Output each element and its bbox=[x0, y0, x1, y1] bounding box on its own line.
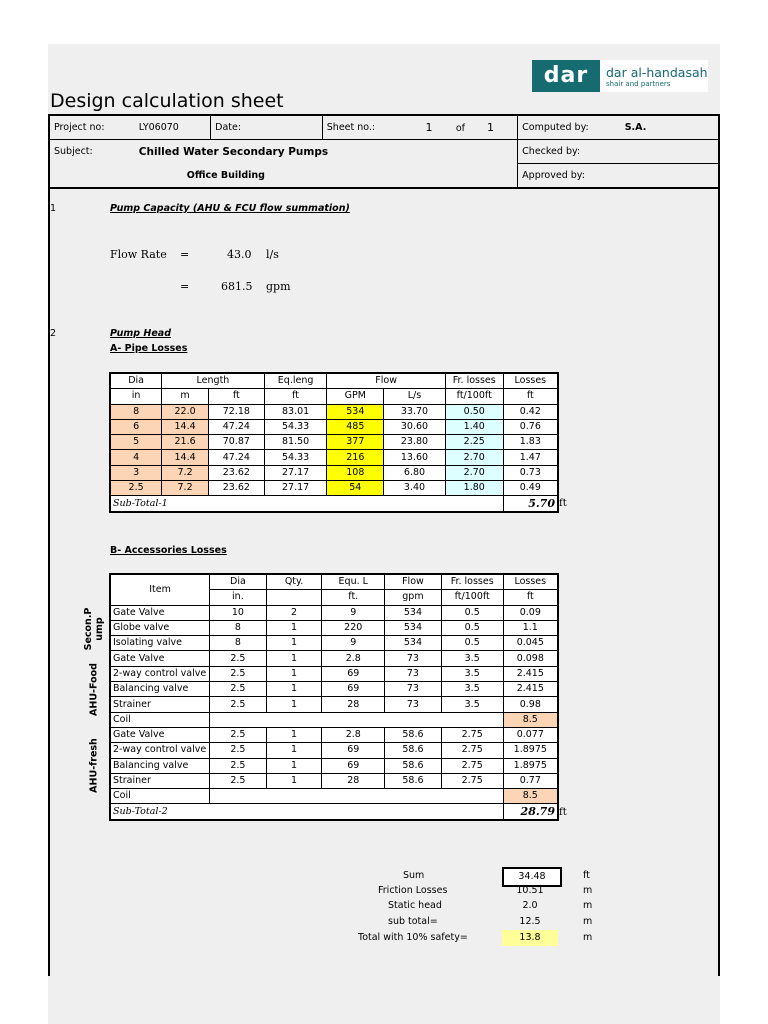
cell: 1 bbox=[266, 636, 322, 651]
cell: Isolating valve bbox=[110, 636, 210, 651]
summary-unit: m bbox=[583, 916, 593, 927]
cell: 14.4 bbox=[162, 450, 209, 465]
logo-company-name: dar al-handasah bbox=[606, 65, 708, 80]
table-row bbox=[110, 758, 558, 773]
cell: 1 bbox=[266, 666, 322, 681]
acc-head-qty: Qty. bbox=[266, 574, 322, 590]
pipe-head-dia: Dia bbox=[110, 373, 162, 389]
table-row bbox=[110, 789, 558, 804]
sheet-no-label: Sheet no.: bbox=[322, 115, 406, 140]
summary-value: 2.0 bbox=[522, 900, 538, 911]
project-value: LY06070 bbox=[135, 115, 211, 140]
subtotal-2-value: 28.79 bbox=[503, 804, 558, 820]
cell: 70.87 bbox=[208, 435, 264, 450]
cell: 2.5 bbox=[210, 773, 267, 788]
cell: 2.5 bbox=[210, 743, 267, 758]
cell: 2.75 bbox=[441, 727, 503, 742]
summary-unit: m bbox=[583, 932, 593, 943]
cell: 1.1 bbox=[503, 620, 558, 635]
acc-head-flow: Flow bbox=[385, 574, 442, 590]
company-logo bbox=[532, 60, 708, 92]
table-row bbox=[110, 773, 558, 788]
cell: 1.80 bbox=[445, 481, 503, 496]
table-row bbox=[110, 620, 558, 635]
summary-label: Sum bbox=[403, 870, 425, 881]
subtotal-row bbox=[110, 496, 558, 512]
cell: 27.17 bbox=[264, 481, 327, 496]
cell: Gate Valve bbox=[110, 727, 210, 742]
flow-eq: = bbox=[180, 248, 190, 261]
cell: Balancing valve bbox=[110, 682, 210, 697]
subtotal-1-unit: ft bbox=[559, 498, 567, 509]
computed-by bbox=[518, 115, 719, 140]
pipe-head-flow: Flow bbox=[327, 373, 445, 389]
cell: 7.2 bbox=[162, 465, 209, 480]
section2-heading: Pump Head bbox=[110, 328, 171, 339]
cell: 0.077 bbox=[503, 727, 558, 742]
subtotal-1-label: Sub-Total-1 bbox=[110, 496, 503, 512]
cell: 220 bbox=[322, 620, 385, 635]
pipe-unit: GPM bbox=[327, 389, 384, 404]
calculation-sheet bbox=[48, 44, 720, 1024]
sheet-left-border bbox=[48, 186, 50, 976]
cell: 1.8975 bbox=[503, 743, 558, 758]
summary-unit: m bbox=[583, 885, 593, 896]
acc-head-losses: Losses bbox=[503, 574, 558, 590]
cell: 5 bbox=[110, 435, 162, 450]
cell: 2.5 bbox=[110, 481, 162, 496]
summary-value: 13.8 bbox=[502, 930, 558, 946]
table-row bbox=[110, 712, 558, 727]
table-row bbox=[110, 450, 558, 465]
computed-label: Computed by: bbox=[522, 122, 589, 133]
table-row bbox=[110, 419, 558, 434]
cell: 47.24 bbox=[208, 419, 264, 434]
acc-head-dia: Dia bbox=[210, 574, 267, 590]
cell: 3 bbox=[110, 465, 162, 480]
cell: 0.5 bbox=[441, 605, 503, 620]
sheet-no-value: 1 bbox=[406, 115, 452, 140]
cell: 73 bbox=[385, 651, 442, 666]
cell: 1 bbox=[266, 727, 322, 742]
summary-label: Static head bbox=[388, 900, 442, 911]
project-label: Project no: bbox=[49, 115, 135, 140]
cell: 1.8975 bbox=[503, 758, 558, 773]
cell: 8 bbox=[110, 404, 162, 419]
cell: 0.76 bbox=[503, 419, 558, 434]
pipe-losses-heading: A- Pipe Losses bbox=[110, 343, 188, 354]
cell: 58.6 bbox=[385, 743, 442, 758]
date-label: Date: bbox=[211, 115, 323, 140]
cell: 485 bbox=[327, 419, 384, 434]
section1-number: 1 bbox=[50, 203, 57, 214]
cell: 27.17 bbox=[264, 465, 327, 480]
flow-eq-2: = bbox=[180, 280, 190, 293]
cell: 2.5 bbox=[210, 758, 267, 773]
cell: 1 bbox=[266, 773, 322, 788]
cell: 2.5 bbox=[210, 682, 267, 697]
subject-line2: Office Building bbox=[135, 164, 518, 189]
table-row bbox=[110, 727, 558, 742]
header-table bbox=[48, 114, 720, 189]
cell: 10 bbox=[210, 605, 267, 620]
cell: 377 bbox=[327, 435, 384, 450]
table-row bbox=[110, 435, 558, 450]
summary-value: 34.48 bbox=[502, 867, 562, 887]
cell: 2.75 bbox=[441, 758, 503, 773]
pipe-unit: in bbox=[110, 389, 162, 404]
cell: 2.5 bbox=[210, 651, 267, 666]
cell: 23.62 bbox=[208, 465, 264, 480]
section1-heading: Pump Capacity (AHU & FCU flow summation) bbox=[110, 203, 350, 214]
cell: 0.50 bbox=[445, 404, 503, 419]
checked-by-label: Checked by: bbox=[518, 140, 719, 164]
cell: 6.80 bbox=[384, 465, 446, 480]
summary-unit: ft bbox=[583, 870, 590, 881]
cell: 13.60 bbox=[384, 450, 446, 465]
pipe-head-fr: Fr. losses bbox=[445, 373, 503, 389]
cell: 22.0 bbox=[162, 404, 209, 419]
cell: 83.01 bbox=[264, 404, 327, 419]
subtotal-row bbox=[110, 804, 558, 820]
of-label: of bbox=[455, 123, 466, 134]
acc-head-equl: Equ. L bbox=[322, 574, 385, 590]
acc-head-item: Item bbox=[110, 574, 210, 605]
summary-label: sub total= bbox=[388, 916, 438, 927]
cell: 2.70 bbox=[445, 450, 503, 465]
cell: 9 bbox=[322, 605, 385, 620]
cell: 216 bbox=[327, 450, 384, 465]
acc-unit: ft. bbox=[322, 590, 385, 605]
summary-value: 12.5 bbox=[519, 916, 541, 927]
cell: Gate Valve bbox=[110, 651, 210, 666]
cell: 1 bbox=[266, 651, 322, 666]
acc-unit: ft bbox=[503, 590, 558, 605]
acc-unit: gpm bbox=[385, 590, 442, 605]
accessories-heading: B- Accessories Losses bbox=[110, 545, 227, 556]
subject-label: Subject: bbox=[49, 140, 135, 164]
logo-company-sub: shair and partners bbox=[606, 80, 671, 88]
flow-ls-unit: l/s bbox=[266, 248, 279, 261]
cell: 54.33 bbox=[264, 419, 327, 434]
accessories-table bbox=[109, 573, 559, 821]
cell: 30.60 bbox=[384, 419, 446, 434]
cell: 1.47 bbox=[503, 450, 558, 465]
subtotal-2-unit: ft bbox=[559, 807, 567, 818]
cell: 2 bbox=[266, 605, 322, 620]
cell: 1 bbox=[266, 682, 322, 697]
pipe-unit: ft bbox=[264, 389, 327, 404]
cell: 2.415 bbox=[503, 682, 558, 697]
cell: 73 bbox=[385, 697, 442, 712]
cell: 2.75 bbox=[441, 773, 503, 788]
cell: 1 bbox=[266, 758, 322, 773]
table-row bbox=[110, 682, 558, 697]
cell: 1 bbox=[266, 620, 322, 635]
cell: 2-way control valve bbox=[110, 666, 210, 681]
group-label-ahu-fresh: AHU-fresh bbox=[88, 738, 100, 793]
cell: 2.25 bbox=[445, 435, 503, 450]
sheet-of bbox=[452, 115, 518, 140]
cell: 47.24 bbox=[208, 450, 264, 465]
cell: 1.83 bbox=[503, 435, 558, 450]
table-row bbox=[110, 666, 558, 681]
cell: 534 bbox=[327, 404, 384, 419]
cell: Strainer bbox=[110, 697, 210, 712]
cell: 0.098 bbox=[503, 651, 558, 666]
section2-number: 2 bbox=[50, 328, 57, 339]
cell: 534 bbox=[385, 636, 442, 651]
cell: 8.5 bbox=[503, 789, 558, 804]
cell: 28 bbox=[322, 773, 385, 788]
cell: 0.09 bbox=[503, 605, 558, 620]
cell: 3.5 bbox=[441, 666, 503, 681]
table-row bbox=[110, 743, 558, 758]
acc-unit: ft/100ft bbox=[441, 590, 503, 605]
cell: 69 bbox=[322, 743, 385, 758]
acc-unit bbox=[266, 590, 322, 605]
table-row bbox=[110, 651, 558, 666]
computed-value: S.A. bbox=[624, 122, 647, 133]
approved-by-label: Approved by: bbox=[518, 164, 719, 189]
cell: 58.6 bbox=[385, 758, 442, 773]
logo-mark: dar bbox=[532, 60, 600, 92]
cell: 108 bbox=[327, 465, 384, 480]
pipe-unit: ft/100ft bbox=[445, 389, 503, 404]
cell: 69 bbox=[322, 682, 385, 697]
pipe-unit: m bbox=[162, 389, 209, 404]
cell: 1 bbox=[266, 743, 322, 758]
cell: Gate Valve bbox=[110, 605, 210, 620]
cell: 2.5 bbox=[210, 727, 267, 742]
cell: 3.5 bbox=[441, 651, 503, 666]
cell: 2.415 bbox=[503, 666, 558, 681]
cell: Coil bbox=[110, 712, 210, 727]
cell: 28 bbox=[322, 697, 385, 712]
cell: 54.33 bbox=[264, 450, 327, 465]
cell: 58.6 bbox=[385, 773, 442, 788]
cell: 2-way control valve bbox=[110, 743, 210, 758]
group-label-ahu-food: AHU-Food bbox=[88, 663, 100, 716]
cell: 2.5 bbox=[210, 697, 267, 712]
subject-value: Chilled Water Secondary Pumps bbox=[135, 140, 518, 164]
cell: 4 bbox=[110, 450, 162, 465]
pipe-losses-table bbox=[109, 372, 559, 513]
cell: 2.70 bbox=[445, 465, 503, 480]
cell: 9 bbox=[322, 636, 385, 651]
cell: 7.2 bbox=[162, 481, 209, 496]
cell: 534 bbox=[385, 620, 442, 635]
table-row bbox=[110, 404, 558, 419]
cell: 0.98 bbox=[503, 697, 558, 712]
cell: 0.5 bbox=[441, 620, 503, 635]
cell: 14.4 bbox=[162, 419, 209, 434]
cell: 0.5 bbox=[441, 636, 503, 651]
cell: 0.42 bbox=[503, 404, 558, 419]
cell: 33.70 bbox=[384, 404, 446, 419]
cell: 2.75 bbox=[441, 743, 503, 758]
acc-head-fr: Fr. losses bbox=[441, 574, 503, 590]
table-row bbox=[110, 697, 558, 712]
cell: 534 bbox=[385, 605, 442, 620]
cell: Balancing valve bbox=[110, 758, 210, 773]
subtotal-1-value: 5.70 bbox=[503, 496, 558, 512]
summary-value: 10.51 bbox=[516, 885, 544, 896]
cell: 54 bbox=[327, 481, 384, 496]
cell: 0.045 bbox=[503, 636, 558, 651]
pipe-unit: ft bbox=[208, 389, 264, 404]
cell: 3.5 bbox=[441, 682, 503, 697]
cell: 1.40 bbox=[445, 419, 503, 434]
summary-label: Friction Losses bbox=[378, 885, 448, 896]
cell: 6 bbox=[110, 419, 162, 434]
cell: 8 bbox=[210, 636, 267, 651]
summary-unit: m bbox=[583, 900, 593, 911]
cell: 3.5 bbox=[441, 697, 503, 712]
cell: 21.6 bbox=[162, 435, 209, 450]
cell: 72.18 bbox=[208, 404, 264, 419]
cell: 69 bbox=[322, 758, 385, 773]
summary-label: Total with 10% safety= bbox=[358, 932, 468, 943]
flow-rate-label: Flow Rate bbox=[110, 248, 167, 261]
cell: 81.50 bbox=[264, 435, 327, 450]
cell: Strainer bbox=[110, 773, 210, 788]
of-value: 1 bbox=[487, 121, 495, 134]
table-row bbox=[110, 465, 558, 480]
cell: 0.73 bbox=[503, 465, 558, 480]
group-label-secondary-pump: Secon.P ump bbox=[83, 607, 105, 651]
pipe-unit: L/s bbox=[384, 389, 446, 404]
table-row bbox=[110, 605, 558, 620]
cell: 23.80 bbox=[384, 435, 446, 450]
cell: 58.6 bbox=[385, 727, 442, 742]
cell: 1 bbox=[266, 697, 322, 712]
cell: 0.77 bbox=[503, 773, 558, 788]
acc-unit: in. bbox=[210, 590, 267, 605]
pipe-head-length: Length bbox=[162, 373, 265, 389]
flow-gpm-value: 681.5 bbox=[221, 280, 253, 293]
page-title: Design calculation sheet bbox=[50, 90, 284, 112]
flow-ls-value: 43.0 bbox=[227, 248, 252, 261]
cell: 2.8 bbox=[322, 727, 385, 742]
cell: 0.49 bbox=[503, 481, 558, 496]
table-row bbox=[110, 636, 558, 651]
pipe-head-eqlen: Eq.leng bbox=[264, 373, 327, 389]
sheet-right-border bbox=[718, 186, 720, 976]
flow-gpm-unit: gpm bbox=[266, 280, 291, 293]
cell: Coil bbox=[110, 789, 210, 804]
pipe-head-losses: Losses bbox=[503, 373, 558, 389]
cell: Globe valve bbox=[110, 620, 210, 635]
cell: 69 bbox=[322, 666, 385, 681]
cell: 3.40 bbox=[384, 481, 446, 496]
cell: 8 bbox=[210, 620, 267, 635]
cell: 73 bbox=[385, 682, 442, 697]
cell: 2.5 bbox=[210, 666, 267, 681]
cell: 2.8 bbox=[322, 651, 385, 666]
cell: 73 bbox=[385, 666, 442, 681]
table-row bbox=[110, 481, 558, 496]
subtotal-2-label: Sub-Total-2 bbox=[110, 804, 503, 820]
pipe-unit: ft bbox=[503, 389, 558, 404]
cell: 23.62 bbox=[208, 481, 264, 496]
cell: 8.5 bbox=[503, 712, 558, 727]
